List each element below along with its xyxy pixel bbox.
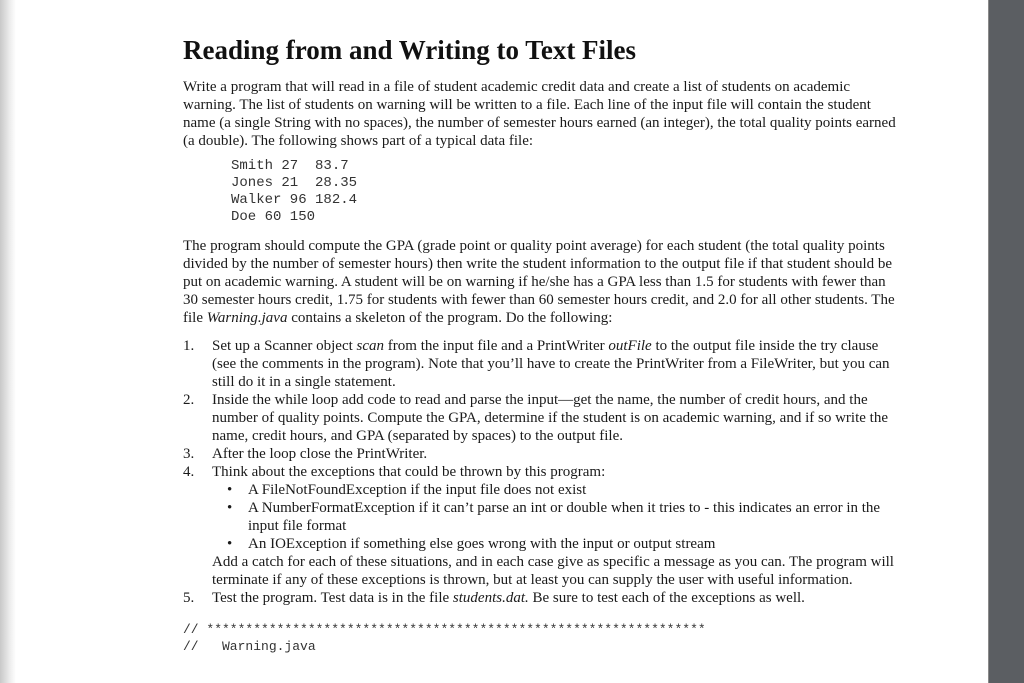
sample-data-line: Smith 27 83.7 bbox=[231, 158, 349, 174]
description-text-end: contains a skeleton of the program. Do the following: bbox=[287, 310, 613, 326]
sample-data-line: Jones 21 28.35 bbox=[231, 175, 358, 191]
step-number: 4. bbox=[183, 464, 195, 480]
step-text: from the input file and a PrintWriter bbox=[384, 338, 609, 354]
step-number: 3. bbox=[183, 446, 195, 462]
page-content bbox=[183, 30, 903, 655]
step-item bbox=[183, 337, 903, 391]
step-item bbox=[183, 445, 903, 463]
step-text: Think about the exceptions that could be thrown by this program: bbox=[212, 464, 606, 480]
description-paragraph bbox=[183, 237, 903, 327]
students-dat-filename: students.dat. bbox=[452, 590, 529, 606]
exception-item bbox=[212, 481, 903, 499]
exception-text: A NumberFormatException if it can’t parse an int or double when it tries to - this indicates an error in the input file format bbox=[248, 500, 881, 534]
exceptions-list bbox=[212, 481, 903, 553]
code-comment-block bbox=[183, 621, 903, 655]
sample-data-block bbox=[231, 158, 903, 226]
step-text: Set up a Scanner object bbox=[212, 338, 357, 354]
exception-text: An IOException if something else goes wrong with the input or output stream bbox=[248, 536, 716, 552]
step-text: Inside the while loop add code to read and parse the input—get the name, the number of credit hours, and the number of quality points. Compute the GPA, determine if the student is on academic warning, and if so write the name, credit hours, and GPA (separated by spaces) to the output file. bbox=[212, 392, 888, 444]
document-page bbox=[16, 0, 988, 683]
outfile-variable: outFile bbox=[608, 338, 652, 354]
step-text: Be sure to test each of the exceptions as well. bbox=[528, 590, 805, 606]
step-text: to the output file inside the try clause (see the comments in the program). Note that you’ll have to create the PrintWriter from a FileWriter, but you can still do it in a single statement. bbox=[212, 338, 890, 390]
intro-paragraph: Write a program that will read in a file of student academic credit data and create a list of students on academic warning. The list of students on warning will be written to a file. Each line of the input file will contain the student name (a single String with no spaces), the number of semester hours earned (an integer), the total quality points earned (a double). The following shows part of a typical data file: bbox=[183, 79, 896, 149]
document-title: Reading from and Writing to Text Files bbox=[183, 35, 637, 65]
bullet-icon: • bbox=[227, 500, 233, 516]
step-number: 5. bbox=[183, 590, 195, 606]
step-text: Test the program. Test data is in the file bbox=[212, 590, 453, 606]
code-line: // Warning.java bbox=[183, 639, 316, 654]
sample-data-line: Doe 60 150 bbox=[231, 209, 316, 225]
step-followup-text: Add a catch for each of these situations, and in each case give as specific a message as you can. The program will terminate if any of these exceptions is thrown, but at least you can supply the user with useful information. bbox=[212, 554, 894, 588]
exception-item bbox=[212, 499, 903, 535]
warning-java-filename: Warning.java bbox=[206, 310, 288, 326]
left-page-edge bbox=[0, 0, 16, 683]
bullet-icon: • bbox=[227, 482, 233, 498]
description-text: The program should compute the GPA (grade point or quality point average) for each student (the total quality points divided by the number of semester hours) then write the student information to the output file if that student should be put on academic warning. A student will be on warning if he/she has a GPA less than 1.5 for students with fewer than 30 semester hours credit, 1.75 for students with fewer than 60 semester hours credit, and 2.0 for all other students. The file bbox=[183, 238, 895, 326]
scan-variable: scan bbox=[356, 338, 385, 354]
step-item bbox=[183, 589, 903, 607]
exception-text: A FileNotFoundException if the input file does not exist bbox=[248, 482, 587, 498]
exception-item bbox=[212, 535, 903, 553]
step-item bbox=[183, 463, 903, 589]
steps-list bbox=[183, 337, 903, 607]
bullet-icon: • bbox=[227, 536, 233, 552]
sample-data-line: Walker 96 182.4 bbox=[231, 192, 358, 208]
step-text: After the loop close the PrintWriter. bbox=[212, 446, 428, 462]
step-number: 2. bbox=[183, 392, 195, 408]
step-number: 1. bbox=[183, 338, 195, 354]
code-line: // **************************************************************** bbox=[183, 622, 706, 637]
viewer-scroll-gutter[interactable] bbox=[988, 0, 1024, 683]
step-item bbox=[183, 391, 903, 445]
